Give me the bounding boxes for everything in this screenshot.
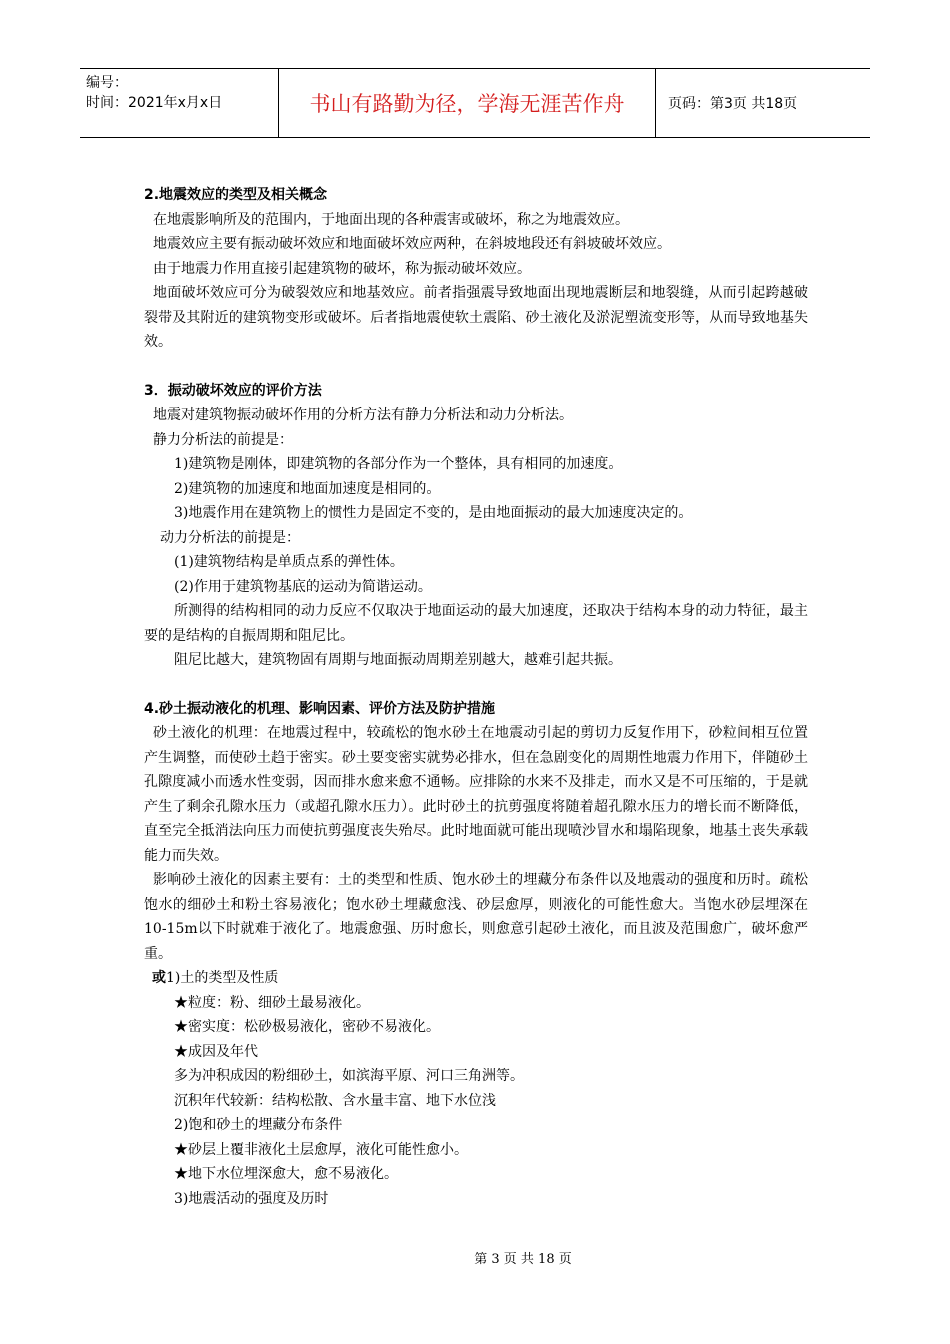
paragraph: 所测得的结构相同的动力反应不仅取决于地面运动的最大加速度，还取决于结构本身的动力特征，最主要的是结构的自振周期和阻尼比。 xyxy=(144,603,808,644)
list-item: 2)建筑物的加速度和地面加速度是相同的。 xyxy=(174,480,441,497)
list-item: (1)建筑物结构是单质点系的弹性体。 xyxy=(174,554,404,570)
list-item: (2)作用于建筑物基底的运动为简谐运动。 xyxy=(174,578,432,595)
section-4-title: 4.砂土振动液化的机理、影响因素、评价方法及防护措施 xyxy=(144,700,496,717)
header-page-label: 页码：第3页 共18页 xyxy=(668,96,798,112)
list-item: ★成因及年代 xyxy=(174,1043,258,1060)
list-item: 3)地震作用在建筑物上的惯性力是固定不变的，是由地面振动的最大加速度决定的。 xyxy=(174,505,693,521)
list-item: ★粒度：粉、细砂土最易液化。 xyxy=(174,994,370,1011)
or-word: 或 xyxy=(152,970,166,986)
section-2-title: 2.地震效应的类型及相关概念 xyxy=(144,187,328,203)
list-item: 沉积年代较新：结构松散、含水量丰富、地下水位浅 xyxy=(174,1092,496,1109)
paragraph: 在地震影响所及的范围内，于地面出现的各种震害或破坏，称之为地震效应。 xyxy=(153,211,629,228)
list-item: ★密实度：松砂极易液化，密砂不易液化。 xyxy=(174,1019,440,1035)
paragraph: 阻尼比越大，建筑物固有周期与地面振动周期差别越大，越难引起共振。 xyxy=(174,652,622,668)
list-item: ★砂层上覆非液化土层愈厚，液化可能性愈小。 xyxy=(174,1141,468,1158)
document-body xyxy=(144,183,808,1211)
header-meta xyxy=(80,69,278,137)
list-item: 2)饱和砂土的埋藏分布条件 xyxy=(174,1117,343,1133)
or-rest: 1)土的类型及性质 xyxy=(166,970,279,986)
list-item: ★地下水位埋深愈大，愈不易液化。 xyxy=(174,1166,398,1182)
header-motto: 书山有路勤为径，学海无涯苦作舟 xyxy=(278,69,656,137)
paragraph: 地震对建筑物振动破坏作用的分析方法有静力分析法和动力分析法。 xyxy=(153,407,573,423)
page-header xyxy=(80,68,870,138)
paragraph: 地面破坏效应可分为破裂效应和地基效应。前者指强震导致地面出现地震断层和地裂缝，从而引起跨越破裂带及其附近的建筑物变形或破坏。后者指地震使软土震陷、砂土液化及淤泥塑流变形等，从而导致地基失效。 xyxy=(144,285,808,350)
page-footer xyxy=(0,1248,950,1267)
list-item: 1)建筑物是刚体，即建筑物的各部分作为一个整体，具有相同的加速度。 xyxy=(174,456,623,472)
list-item: 3)地震活动的强度及历时 xyxy=(174,1190,329,1207)
list-item: 多为冲积成因的粉细砂土，如滨海平原、河口三角洲等。 xyxy=(174,1068,524,1084)
paragraph-or xyxy=(144,966,808,991)
footer-page-number: 第 3 页 共 18 页 xyxy=(474,1252,572,1267)
doc-time-label: 时间：2021年x月x日 xyxy=(86,95,223,111)
paragraph: 静力分析法的前提是： xyxy=(153,431,293,448)
paragraph: 由于地震力作用直接引起建筑物的破坏，称为振动破坏效应。 xyxy=(153,260,531,277)
paragraph: 砂土液化的机理：在地震过程中，较疏松的饱水砂土在地震动引起的剪切力反复作用下，砂粒间相互位置产生调整，而使砂土趋于密实。砂土要变密实就势必排水，但在急剧变化的周期性地震力作用下，伴随砂土孔隙度减小而透水性变弱，因而排水愈来愈不通畅。应排除的水来不及排走，而水又是不可压缩的，于是就产生了剩余孔隙水压力（或超孔隙水压力）。此时砂土的抗剪强度将随着超孔隙水压力的增长而不断降低，直至完全抵消法向压力而使抗剪强度丧失殆尽。此时地面就可能出现喷沙冒水和塌陷现象，地基土丧失承载能力而失效。 xyxy=(144,725,808,864)
paragraph: 影响砂土液化的因素主要有：土的类型和性质、饱水砂土的埋藏分布条件以及地震动的强度和历时。疏松饱水的细砂土和粉土容易液化；饱水砂土埋藏愈浅、砂层愈厚，则液化的可能性愈大。当饱水砂层埋深在10-15m以下时就难于液化了。地震愈强、历时愈长，则愈意引起砂土液化，而且波及范围愈广，破坏愈严重。 xyxy=(144,872,808,962)
paragraph: 动力分析法的前提是： xyxy=(160,529,300,546)
doc-number-label: 编号： xyxy=(86,75,128,91)
section-3-title: 3．振动破坏效应的评价方法 xyxy=(144,382,322,399)
paragraph: 地震效应主要有振动破坏效应和地面破坏效应两种，在斜坡地段还有斜坡破坏效应。 xyxy=(153,236,671,252)
